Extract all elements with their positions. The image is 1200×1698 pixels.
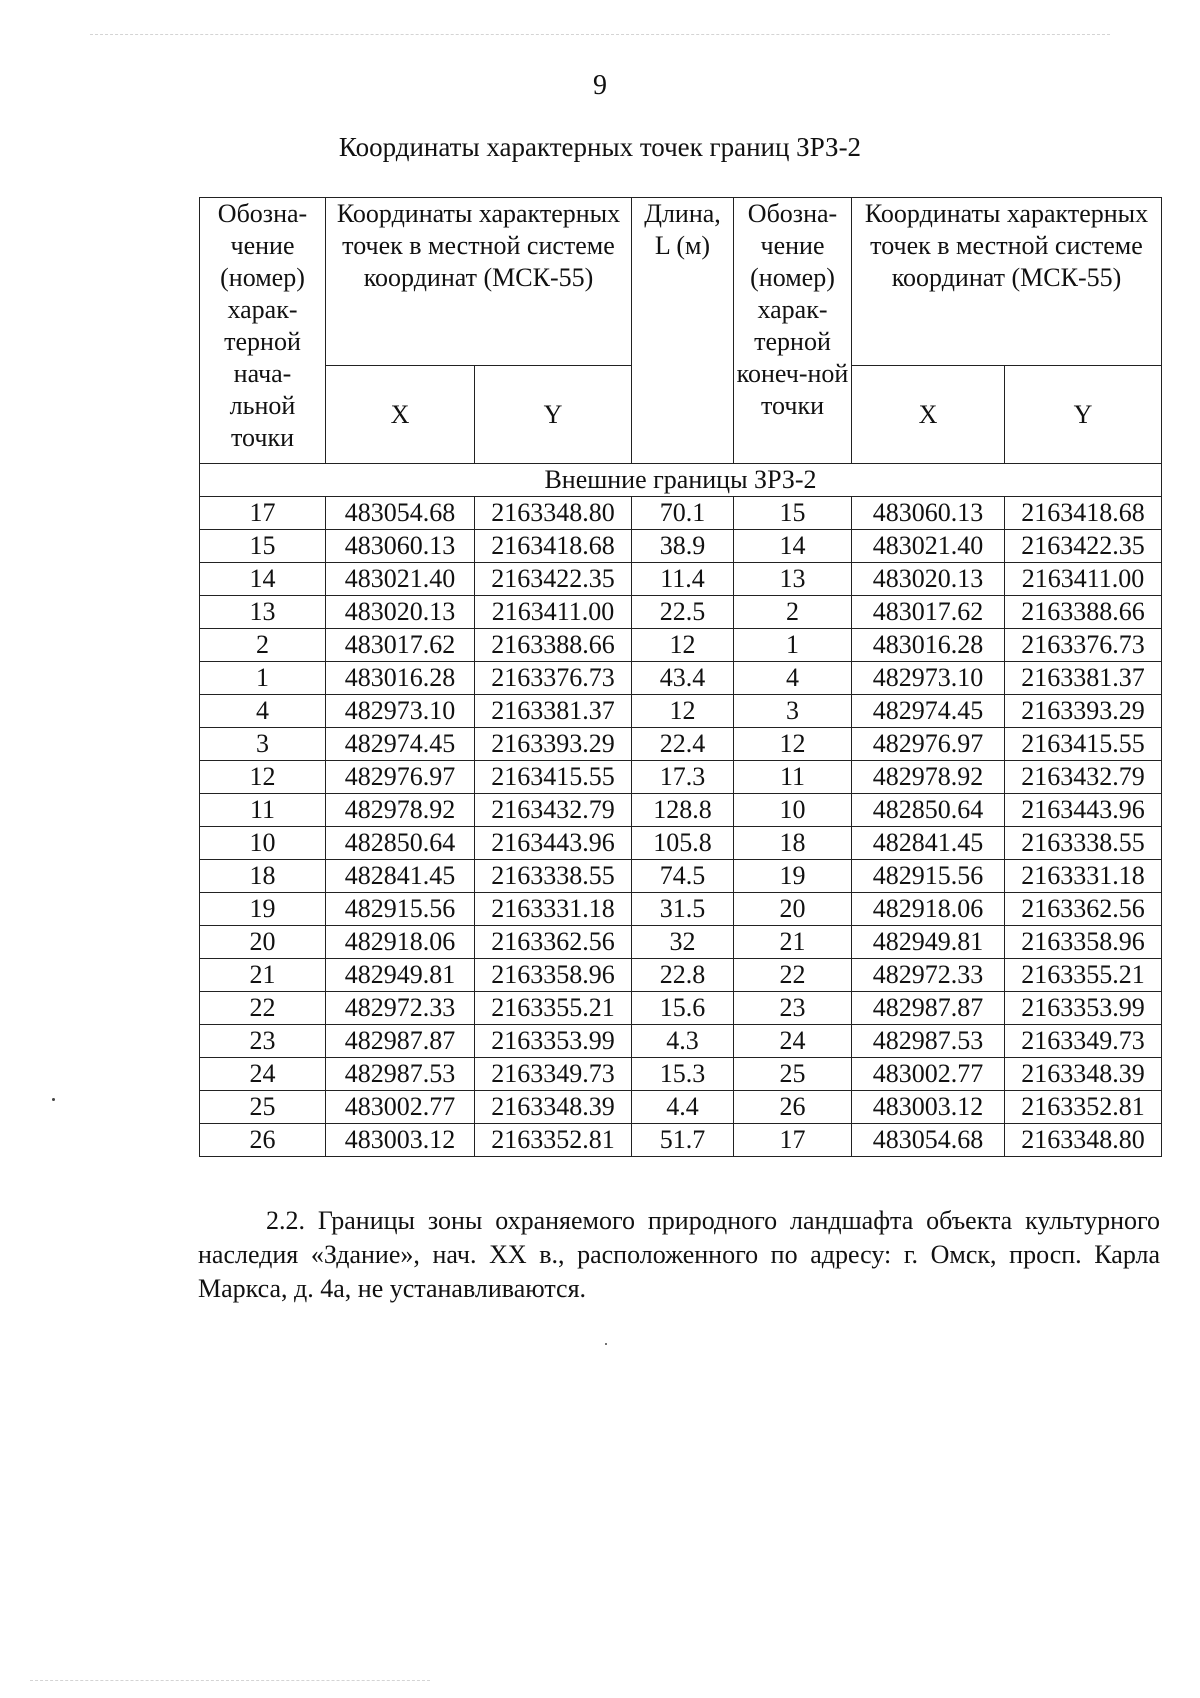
scan-artifact-top [90,34,1110,35]
x-end-cell: 483054.68 [852,1124,1005,1157]
header-coords-start: Координаты характерных точек в местной системе координат (МСК-55) [326,198,632,366]
x-start-cell: 483003.12 [326,1124,475,1157]
end-point-cell: 22 [734,959,852,992]
x-end-cell: 482973.10 [852,662,1005,695]
page-number: 9 [593,70,607,101]
end-point-cell: 1 [734,629,852,662]
table-row [200,860,1162,893]
length-cell: 15.3 [632,1058,734,1091]
end-point-cell: 26 [734,1091,852,1124]
y-end-cell: 2163348.80 [1005,1124,1162,1157]
y-start-cell: 2163415.55 [475,761,632,794]
x-start-cell: 482987.87 [326,1025,475,1058]
y-end-cell: 2163376.73 [1005,629,1162,662]
length-cell: 4.3 [632,1025,734,1058]
y-start-cell: 2163422.35 [475,563,632,596]
y-end-cell: 2163443.96 [1005,794,1162,827]
table-row [200,1025,1162,1058]
header-end-point: Обозна-чение (номер) харак-терной конеч-ной точки [734,198,852,464]
end-point-cell: 23 [734,992,852,1025]
y-end-cell: 2163355.21 [1005,959,1162,992]
y-start-cell: 2163411.00 [475,596,632,629]
table-row [200,728,1162,761]
start-point-cell: 2 [200,629,326,662]
x-end-cell: 483003.12 [852,1091,1005,1124]
header-x-start: X [326,366,475,464]
table-row [200,563,1162,596]
x-start-cell: 482918.06 [326,926,475,959]
table-row [200,959,1162,992]
start-point-cell: 11 [200,794,326,827]
x-start-cell: 482949.81 [326,959,475,992]
y-start-cell: 2163331.18 [475,893,632,926]
y-end-cell: 2163353.99 [1005,992,1162,1025]
scan-speck [52,1098,55,1101]
end-point-cell: 4 [734,662,852,695]
x-end-cell: 483016.28 [852,629,1005,662]
x-start-cell: 482973.10 [326,695,475,728]
table-row [200,1091,1162,1124]
end-point-cell: 24 [734,1025,852,1058]
table-row [200,695,1162,728]
header-coords-end: Координаты характерных точек в местной системе координат (МСК-55) [852,198,1162,366]
y-end-cell: 2163432.79 [1005,761,1162,794]
x-start-cell: 483017.62 [326,629,475,662]
y-start-cell: 2163443.96 [475,827,632,860]
end-point-cell: 21 [734,926,852,959]
end-point-cell: 20 [734,893,852,926]
y-end-cell: 2163415.55 [1005,728,1162,761]
start-point-cell: 19 [200,893,326,926]
x-start-cell: 482850.64 [326,827,475,860]
start-point-cell: 14 [200,563,326,596]
end-point-cell: 18 [734,827,852,860]
section-row [200,464,1162,497]
y-start-cell: 2163393.29 [475,728,632,761]
y-end-cell: 2163358.96 [1005,926,1162,959]
y-end-cell: 2163422.35 [1005,530,1162,563]
x-start-cell: 482974.45 [326,728,475,761]
length-cell: 105.8 [632,827,734,860]
table-row [200,596,1162,629]
start-point-cell: 23 [200,1025,326,1058]
paragraph-2-2: 2.2. Границы зоны охраняемого природного ландшафта объекта культурного наследия «Здание», нач. XX в., расположенного по адресу: г. Омск, просп. Карла Маркса, д. 4а, не устанавливаются. [198,1206,1160,1303]
y-start-cell: 2163353.99 [475,1025,632,1058]
x-end-cell: 482987.87 [852,992,1005,1025]
end-point-cell: 25 [734,1058,852,1091]
length-cell: 128.8 [632,794,734,827]
y-start-cell: 2163376.73 [475,662,632,695]
length-cell: 70.1 [632,497,734,530]
x-start-cell: 483020.13 [326,596,475,629]
length-cell: 38.9 [632,530,734,563]
end-point-cell: 11 [734,761,852,794]
length-cell: 17.3 [632,761,734,794]
y-end-cell: 2163393.29 [1005,695,1162,728]
header-y-start: Y [475,366,632,464]
table-row [200,497,1162,530]
y-end-cell: 2163349.73 [1005,1025,1162,1058]
x-start-cell: 482987.53 [326,1058,475,1091]
scan-speck [605,1343,607,1345]
table-row [200,827,1162,860]
start-point-cell: 10 [200,827,326,860]
end-point-cell: 15 [734,497,852,530]
table-row [200,926,1162,959]
table-row [200,530,1162,563]
y-start-cell: 2163352.81 [475,1124,632,1157]
end-point-cell: 3 [734,695,852,728]
x-start-cell: 483060.13 [326,530,475,563]
y-start-cell: 2163338.55 [475,860,632,893]
length-cell: 12 [632,629,734,662]
start-point-cell: 17 [200,497,326,530]
y-start-cell: 2163358.96 [475,959,632,992]
table-row [200,662,1162,695]
start-point-cell: 1 [200,662,326,695]
y-start-cell: 2163432.79 [475,794,632,827]
start-point-cell: 22 [200,992,326,1025]
length-cell: 12 [632,695,734,728]
length-cell: 32 [632,926,734,959]
x-end-cell: 482918.06 [852,893,1005,926]
x-end-cell: 483020.13 [852,563,1005,596]
end-point-cell: 10 [734,794,852,827]
x-start-cell: 482976.97 [326,761,475,794]
end-point-cell: 13 [734,563,852,596]
end-point-cell: 12 [734,728,852,761]
header-length: Длина, L (м) [632,198,734,464]
table-row [200,992,1162,1025]
length-cell: 15.6 [632,992,734,1025]
start-point-cell: 21 [200,959,326,992]
coordinates-table-body [200,464,1162,1157]
x-start-cell: 483054.68 [326,497,475,530]
y-start-cell: 2163348.39 [475,1091,632,1124]
x-end-cell: 482978.92 [852,761,1005,794]
y-end-cell: 2163381.37 [1005,662,1162,695]
x-end-cell: 483060.13 [852,497,1005,530]
table-row [200,794,1162,827]
table-row [200,1124,1162,1157]
y-end-cell: 2163338.55 [1005,827,1162,860]
y-start-cell: 2163349.73 [475,1058,632,1091]
start-point-cell: 26 [200,1124,326,1157]
x-start-cell: 482915.56 [326,893,475,926]
start-point-cell: 25 [200,1091,326,1124]
start-point-cell: 15 [200,530,326,563]
x-end-cell: 483017.62 [852,596,1005,629]
x-start-cell: 482972.33 [326,992,475,1025]
start-point-cell: 3 [200,728,326,761]
table-row [200,761,1162,794]
x-end-cell: 482987.53 [852,1025,1005,1058]
y-start-cell: 2163355.21 [475,992,632,1025]
scan-artifact-bottom [30,1680,430,1681]
x-end-cell: 482841.45 [852,827,1005,860]
x-end-cell: 482850.64 [852,794,1005,827]
end-point-cell: 2 [734,596,852,629]
length-cell: 31.5 [632,893,734,926]
start-point-cell: 18 [200,860,326,893]
end-point-cell: 17 [734,1124,852,1157]
y-start-cell: 2163348.80 [475,497,632,530]
y-end-cell: 2163411.00 [1005,563,1162,596]
y-end-cell: 2163352.81 [1005,1091,1162,1124]
y-end-cell: 2163348.39 [1005,1058,1162,1091]
length-cell: 22.4 [632,728,734,761]
x-end-cell: 482915.56 [852,860,1005,893]
start-point-cell: 20 [200,926,326,959]
start-point-cell: 13 [200,596,326,629]
length-cell: 74.5 [632,860,734,893]
y-start-cell: 2163362.56 [475,926,632,959]
start-point-cell: 24 [200,1058,326,1091]
length-cell: 11.4 [632,563,734,596]
x-end-cell: 482972.33 [852,959,1005,992]
length-cell: 22.5 [632,596,734,629]
y-start-cell: 2163418.68 [475,530,632,563]
y-start-cell: 2163381.37 [475,695,632,728]
x-start-cell: 483002.77 [326,1091,475,1124]
y-end-cell: 2163331.18 [1005,860,1162,893]
x-end-cell: 483021.40 [852,530,1005,563]
start-point-cell: 12 [200,761,326,794]
section-label: Внешние границы ЗРЗ-2 [200,464,1162,497]
x-start-cell: 483016.28 [326,662,475,695]
header-y-end: Y [1005,366,1162,464]
x-end-cell: 482949.81 [852,926,1005,959]
y-end-cell: 2163418.68 [1005,497,1162,530]
length-cell: 51.7 [632,1124,734,1157]
x-start-cell: 482978.92 [326,794,475,827]
y-end-cell: 2163362.56 [1005,893,1162,926]
start-point-cell: 4 [200,695,326,728]
header-x-end: X [852,366,1005,464]
x-end-cell: 482974.45 [852,695,1005,728]
table-row [200,1058,1162,1091]
x-end-cell: 482976.97 [852,728,1005,761]
table-row [200,629,1162,662]
table-row [200,893,1162,926]
length-cell: 22.8 [632,959,734,992]
header-start-point: Обозна-чение (номер) харак-терной нача-льной точки [200,198,326,464]
y-end-cell: 2163388.66 [1005,596,1162,629]
coordinates-table [199,197,1162,1157]
length-cell: 4.4 [632,1091,734,1124]
length-cell: 43.4 [632,662,734,695]
end-point-cell: 19 [734,860,852,893]
x-start-cell: 482841.45 [326,860,475,893]
x-end-cell: 483002.77 [852,1058,1005,1091]
end-point-cell: 14 [734,530,852,563]
y-start-cell: 2163388.66 [475,629,632,662]
x-start-cell: 483021.40 [326,563,475,596]
table-title: Координаты характерных точек границ ЗРЗ-2 [338,132,862,162]
